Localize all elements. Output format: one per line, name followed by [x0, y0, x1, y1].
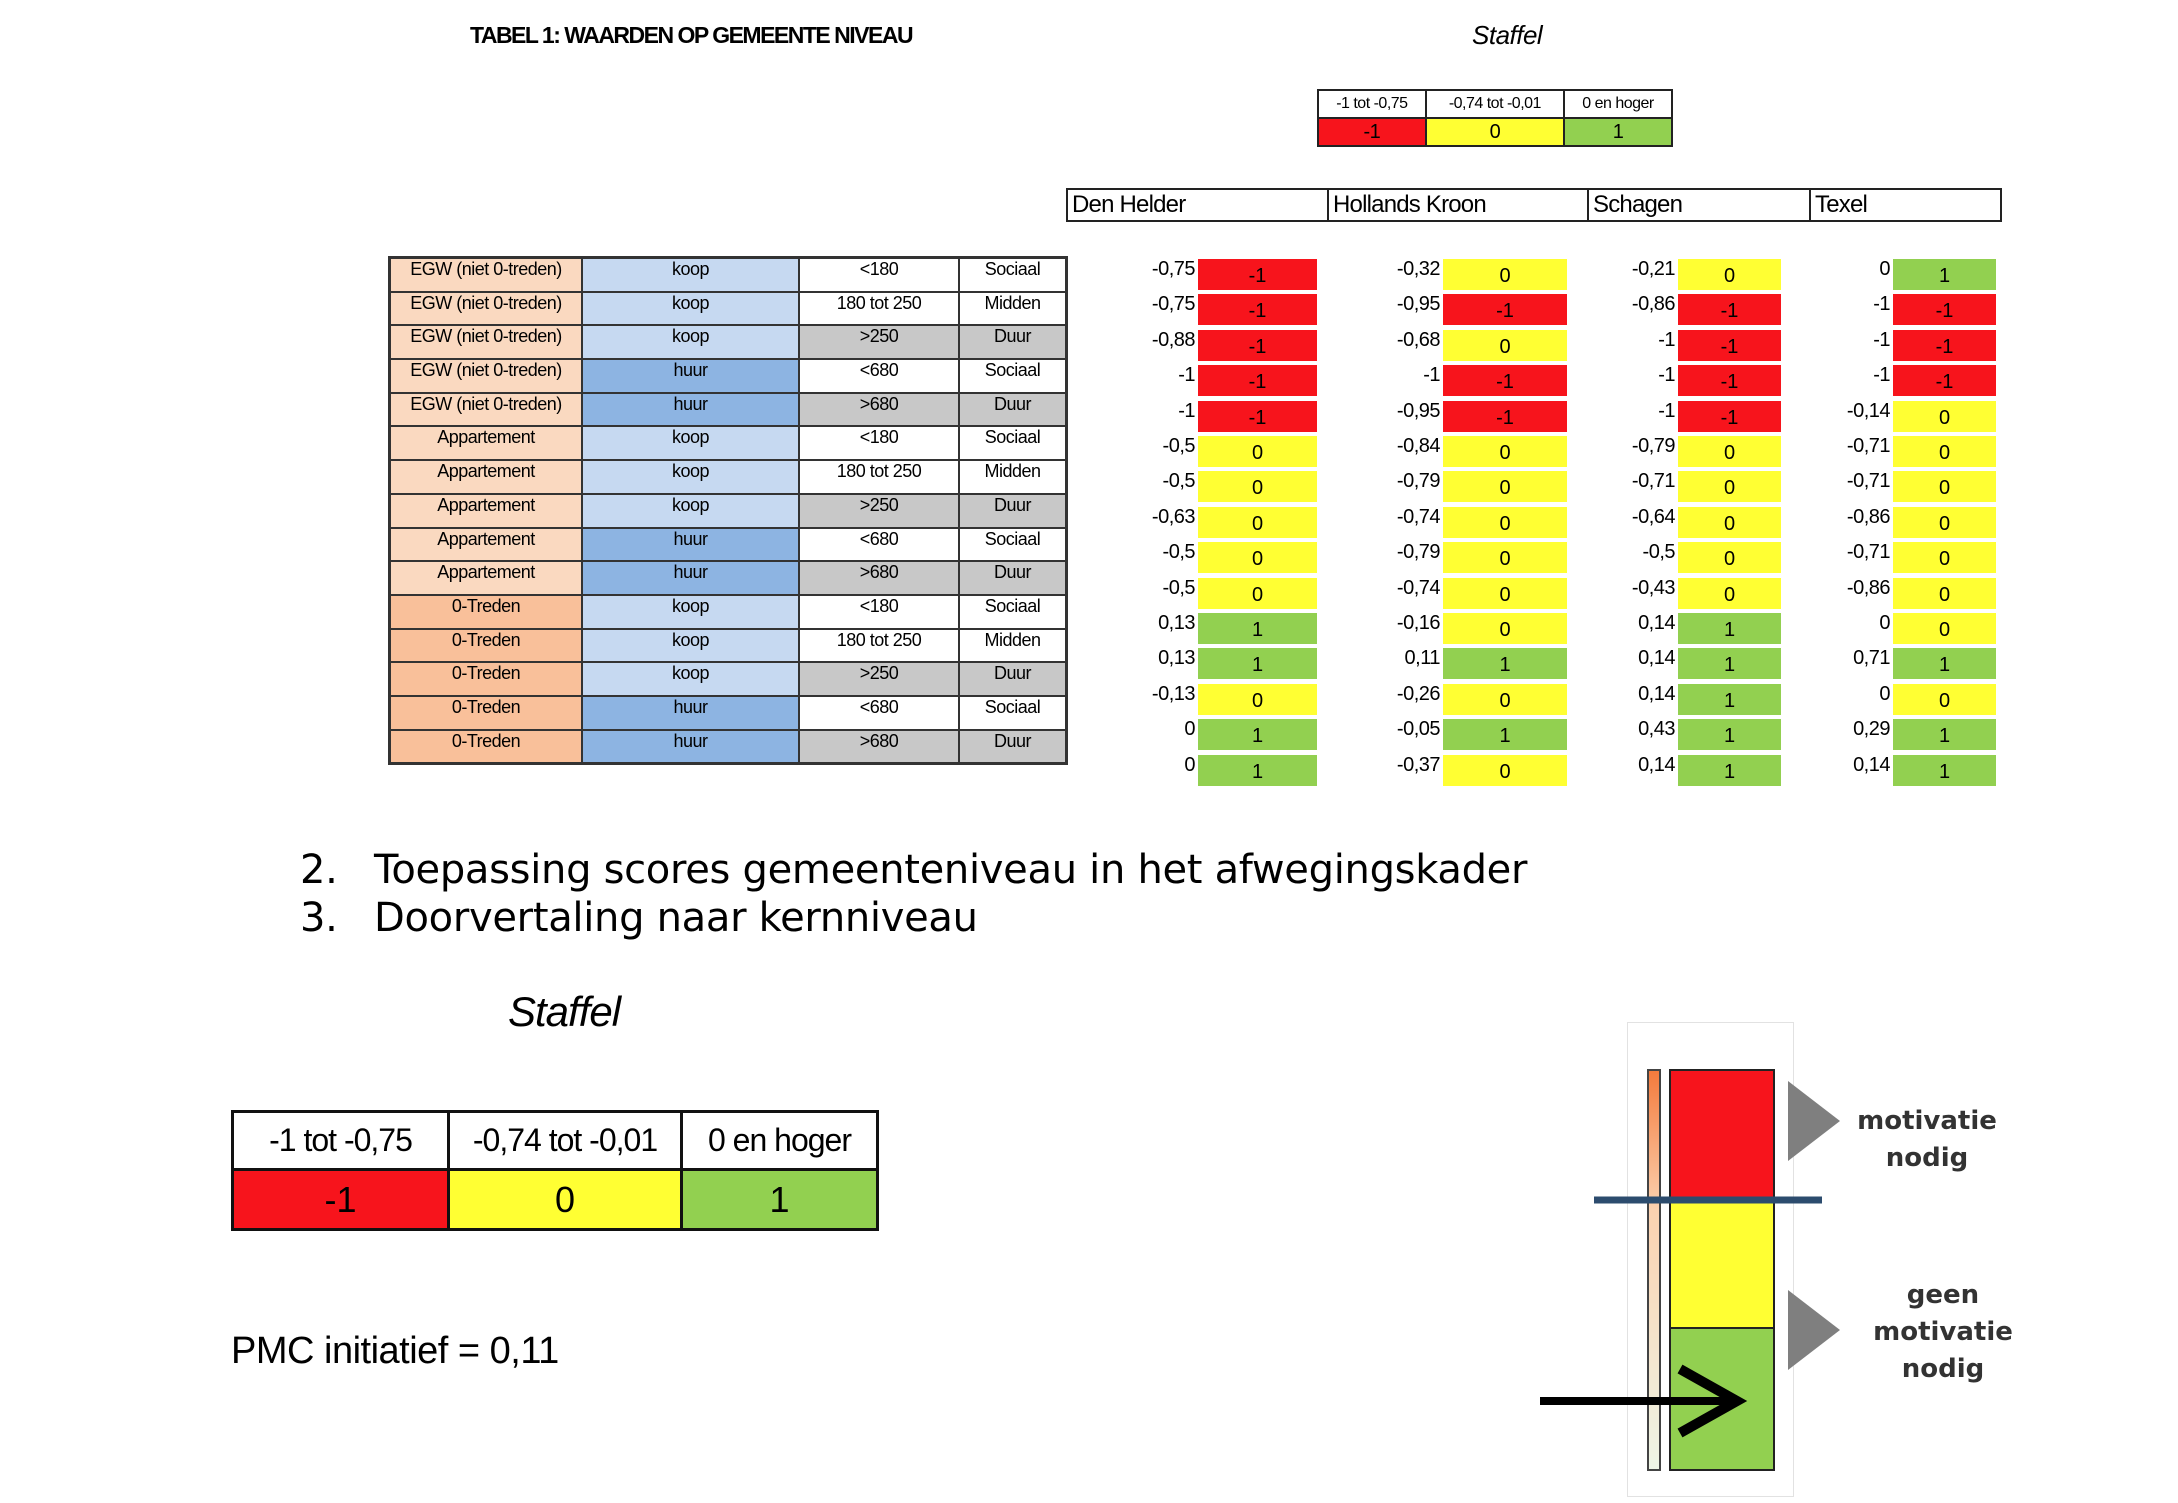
- staffel-range-low: -1 tot -0,75: [233, 1112, 449, 1170]
- score-cell: -1: [1893, 294, 1996, 325]
- ownership-cell: koop: [582, 325, 799, 359]
- list-item: [300, 894, 1527, 942]
- raw-value: -1: [1423, 364, 1440, 387]
- score-cell: 0: [1198, 542, 1317, 573]
- housing-type-cell: 0-Treden: [390, 662, 583, 696]
- score-cell: 0: [1678, 436, 1781, 467]
- segment-cell: Midden: [959, 292, 1067, 326]
- score-cell: 1: [1678, 648, 1781, 679]
- ownership-cell: koop: [582, 629, 799, 663]
- staffel-range-high: 0 en hoger: [1564, 90, 1672, 118]
- raw-value: -1: [1873, 328, 1890, 351]
- score-cell: 1: [1198, 613, 1317, 644]
- score-cell: 0: [1443, 755, 1567, 786]
- score-cell: -1: [1198, 330, 1317, 361]
- score-cell: 1: [1893, 648, 1996, 679]
- score-cell: -1: [1678, 365, 1781, 396]
- score-cell: 1: [1678, 684, 1781, 715]
- raw-value: 0,11: [1404, 647, 1440, 670]
- raw-value: -0,37: [1396, 753, 1440, 776]
- ownership-cell: koop: [582, 595, 799, 629]
- housing-type-cell: 0-Treden: [390, 730, 583, 764]
- segment-cell: Midden: [959, 629, 1067, 663]
- ownership-cell: koop: [582, 426, 799, 460]
- label-line: nodig: [1885, 1143, 1969, 1173]
- score-cell: 0: [1678, 542, 1781, 573]
- score-cell: 1: [1443, 719, 1567, 750]
- score-cell: 0: [1893, 578, 1996, 609]
- housing-type-cell: 0-Treden: [390, 595, 583, 629]
- score-cell: 0: [1893, 542, 1996, 573]
- staffel-range-mid: -0,74 tot -0,01: [449, 1112, 682, 1170]
- score-cell: 0: [1443, 613, 1567, 644]
- raw-value: -1: [1658, 328, 1675, 351]
- price-range-cell: 180 tot 250: [799, 292, 959, 326]
- raw-value: 0,14: [1638, 647, 1675, 670]
- score-cell: -1: [1893, 330, 1996, 361]
- raw-value: 0: [1879, 258, 1890, 280]
- score-cell: 0: [1443, 436, 1567, 467]
- staffel-range-high: 0 en hoger: [682, 1112, 878, 1170]
- price-range-cell: >250: [799, 494, 959, 528]
- staffel-score-mid: 0: [1426, 118, 1564, 146]
- raw-value: -0,71: [1631, 470, 1675, 493]
- raw-value: 0: [1184, 753, 1195, 776]
- housing-type-cell: EGW (niet 0-treden): [390, 325, 583, 359]
- label-no-motivation-needed: [1858, 1277, 2028, 1388]
- segment-cell: Duur: [959, 494, 1067, 528]
- score-cell: -1: [1198, 401, 1317, 432]
- segment-cell: Duur: [959, 561, 1067, 595]
- raw-value: 0,43: [1638, 718, 1675, 741]
- housing-type-cell: EGW (niet 0-treden): [390, 359, 583, 393]
- gauge-red-zone: [1670, 1070, 1774, 1202]
- ownership-cell: huur: [582, 393, 799, 427]
- raw-value: -0,71: [1846, 541, 1890, 564]
- segment-cell: Sociaal: [959, 258, 1067, 292]
- label-line: nodig: [1901, 1354, 1985, 1384]
- score-cell: 1: [1893, 719, 1996, 750]
- raw-value: -0,05: [1396, 718, 1440, 741]
- score-cell: 0: [1443, 542, 1567, 573]
- ownership-cell: huur: [582, 561, 799, 595]
- score-cell: 1: [1443, 648, 1567, 679]
- raw-value: 0,14: [1638, 612, 1675, 634]
- housing-type-cell: Appartement: [390, 561, 583, 595]
- segment-cell: Sociaal: [959, 426, 1067, 460]
- price-range-cell: <180: [799, 258, 959, 292]
- raw-value: 0: [1879, 612, 1890, 634]
- score-cell: -1: [1678, 294, 1781, 325]
- score-cell: -1: [1893, 365, 1996, 396]
- segment-cell: Duur: [959, 730, 1067, 764]
- raw-value: -0,5: [1162, 576, 1195, 599]
- raw-value: -0,95: [1396, 293, 1440, 316]
- raw-value: -0,16: [1396, 612, 1440, 634]
- housing-type-cell: Appartement: [390, 494, 583, 528]
- gradient-bar: [1648, 1070, 1660, 1470]
- segment-cell: Sociaal: [959, 359, 1067, 393]
- price-range-cell: <680: [799, 696, 959, 730]
- raw-value: 0,14: [1638, 682, 1675, 705]
- price-range-cell: <180: [799, 595, 959, 629]
- segment-cell: Duur: [959, 662, 1067, 696]
- score-cell: 0: [1678, 507, 1781, 538]
- score-cell: 1: [1198, 755, 1317, 786]
- score-cell: -1: [1198, 294, 1317, 325]
- score-cell: 0: [1198, 578, 1317, 609]
- score-cell: -1: [1443, 365, 1567, 396]
- staffel-range-mid: -0,74 tot -0,01: [1426, 90, 1564, 118]
- raw-value: -0,5: [1162, 435, 1195, 457]
- raw-value: -0,86: [1846, 505, 1890, 528]
- ownership-cell: huur: [582, 730, 799, 764]
- raw-value: 0,14: [1638, 753, 1675, 776]
- raw-value: 0,71: [1853, 647, 1890, 670]
- price-range-cell: >250: [799, 662, 959, 696]
- raw-value: 0,13: [1158, 647, 1195, 670]
- municipality-hollands-kroon: Hollands Kroon: [1328, 189, 1588, 221]
- score-cell: 0: [1893, 507, 1996, 538]
- ownership-cell: koop: [582, 494, 799, 528]
- raw-value: -0,64: [1631, 505, 1675, 528]
- housing-type-cell: EGW (niet 0-treden): [390, 258, 583, 292]
- ownership-cell: koop: [582, 662, 799, 696]
- list-text: Toepassing scores gemeenteniveau in het afwegingskader: [374, 847, 1528, 893]
- raw-value: -1: [1873, 364, 1890, 387]
- segment-cell: Duur: [959, 325, 1067, 359]
- raw-value: -0,5: [1162, 470, 1195, 493]
- staffel-score-high: 1: [1564, 118, 1672, 146]
- score-cell: 0: [1893, 613, 1996, 644]
- staffel-score-mid: 0: [449, 1170, 682, 1230]
- raw-value: -0,74: [1396, 505, 1440, 528]
- score-cell: 0: [1678, 471, 1781, 502]
- score-cell: 1: [1678, 755, 1781, 786]
- score-cell: 0: [1443, 507, 1567, 538]
- housing-type-cell: EGW (niet 0-treden): [390, 292, 583, 326]
- raw-value: -0,95: [1396, 399, 1440, 422]
- raw-value: 0,14: [1853, 753, 1890, 776]
- score-cell: -1: [1678, 401, 1781, 432]
- score-cell: 0: [1443, 471, 1567, 502]
- housing-type-cell: Appartement: [390, 426, 583, 460]
- score-cell: 0: [1893, 471, 1996, 502]
- ownership-cell: koop: [582, 460, 799, 494]
- numbered-list: [300, 846, 1527, 942]
- score-cell: 1: [1893, 755, 1996, 786]
- ownership-cell: huur: [582, 359, 799, 393]
- score-cell: 0: [1893, 401, 1996, 432]
- raw-value: -0,75: [1151, 258, 1195, 280]
- table-title: TABEL 1: WAARDEN OP GEMEENTE NIVEAU: [470, 22, 913, 48]
- staffel-score-low: -1: [233, 1170, 449, 1230]
- staffel-score-low: -1: [1318, 118, 1426, 146]
- ownership-cell: koop: [582, 292, 799, 326]
- list-item: [300, 846, 1527, 894]
- score-cell: 0: [1893, 436, 1996, 467]
- price-range-cell: >250: [799, 325, 959, 359]
- raw-value: -0,43: [1631, 576, 1675, 599]
- score-cell: 1: [1678, 719, 1781, 750]
- raw-value: -0,74: [1396, 576, 1440, 599]
- score-cell: 0: [1443, 330, 1567, 361]
- raw-value: -0,63: [1151, 505, 1195, 528]
- ownership-cell: huur: [582, 696, 799, 730]
- municipality-schagen: Schagen: [1588, 189, 1810, 221]
- housing-type-cell: Appartement: [390, 460, 583, 494]
- score-cell: 0: [1198, 684, 1317, 715]
- score-cell: 1: [1198, 719, 1317, 750]
- score-cell: -1: [1443, 401, 1567, 432]
- municipality-texel: Texel: [1810, 189, 2001, 221]
- raw-value: -0,86: [1846, 576, 1890, 599]
- label-line: geen: [1906, 1280, 1980, 1310]
- score-cell: 1: [1678, 613, 1781, 644]
- staffel-score-high: 1: [682, 1170, 878, 1230]
- label-motivation-needed: [1842, 1103, 2012, 1177]
- housing-type-cell: Appartement: [390, 528, 583, 562]
- raw-value: 0: [1879, 682, 1890, 705]
- ownership-cell: koop: [582, 258, 799, 292]
- raw-value: -0,68: [1396, 328, 1440, 351]
- raw-value: -0,75: [1151, 293, 1195, 316]
- raw-value: -0,5: [1642, 541, 1675, 564]
- raw-value: -0,79: [1396, 470, 1440, 493]
- label-line: motivatie: [1873, 1317, 2013, 1347]
- segment-cell: Sociaal: [959, 595, 1067, 629]
- list-number: 2.: [300, 847, 338, 893]
- raw-value: -1: [1873, 293, 1890, 316]
- score-cell: -1: [1678, 330, 1781, 361]
- score-cell: 1: [1893, 259, 1996, 290]
- score-cell: 0: [1198, 471, 1317, 502]
- score-cell: 0: [1443, 259, 1567, 290]
- score-cell: 0: [1198, 507, 1317, 538]
- price-range-cell: <180: [799, 426, 959, 460]
- municipality-den-helder: Den Helder: [1067, 189, 1328, 221]
- raw-value: -0,88: [1151, 328, 1195, 351]
- staffel-range-low: -1 tot -0,75: [1318, 90, 1426, 118]
- housing-type-cell: 0-Treden: [390, 696, 583, 730]
- raw-value: 0,29: [1853, 718, 1890, 741]
- raw-value: -0,86: [1631, 293, 1675, 316]
- raw-value: -0,79: [1631, 435, 1675, 457]
- score-cell: 0: [1678, 259, 1781, 290]
- segment-cell: Sociaal: [959, 696, 1067, 730]
- score-cell: 0: [1678, 578, 1781, 609]
- raw-value: -0,71: [1846, 435, 1890, 457]
- raw-value: -1: [1658, 364, 1675, 387]
- pointer-triangle-upper: [1788, 1081, 1840, 1161]
- raw-value: -0,21: [1631, 258, 1675, 280]
- price-range-cell: >680: [799, 393, 959, 427]
- label-line: motivatie: [1857, 1106, 1997, 1136]
- housing-type-cell: EGW (niet 0-treden): [390, 393, 583, 427]
- raw-value: 0,13: [1158, 612, 1195, 634]
- raw-value: -1: [1178, 399, 1195, 422]
- raw-value: -0,26: [1396, 682, 1440, 705]
- list-number: 3.: [300, 895, 338, 941]
- price-range-cell: 180 tot 250: [799, 460, 959, 494]
- raw-value: -0,13: [1151, 682, 1195, 705]
- score-cell: 1: [1198, 648, 1317, 679]
- raw-value: -0,5: [1162, 541, 1195, 564]
- raw-value: 0: [1184, 718, 1195, 741]
- list-text: Doorvertaling naar kernniveau: [374, 895, 978, 941]
- raw-value: -1: [1658, 399, 1675, 422]
- ownership-cell: huur: [582, 528, 799, 562]
- staffel-heading: Staffel: [508, 988, 621, 1035]
- score-cell: 0: [1198, 436, 1317, 467]
- staffel-heading-top: Staffel: [1472, 20, 1543, 50]
- score-cell: 0: [1443, 578, 1567, 609]
- pmc-initiative-value: PMC initiatief = 0,11: [231, 1330, 559, 1372]
- price-range-cell: <680: [799, 528, 959, 562]
- score-cell: 0: [1893, 684, 1996, 715]
- score-cell: -1: [1198, 365, 1317, 396]
- raw-value: -0,14: [1846, 399, 1890, 422]
- pointer-triangle-lower: [1788, 1290, 1840, 1370]
- raw-value: -0,79: [1396, 541, 1440, 564]
- price-range-cell: 180 tot 250: [799, 629, 959, 663]
- raw-value: -1: [1178, 364, 1195, 387]
- raw-value: -0,32: [1396, 258, 1440, 280]
- price-range-cell: >680: [799, 730, 959, 764]
- segment-cell: Duur: [959, 393, 1067, 427]
- segment-cell: Midden: [959, 460, 1067, 494]
- score-cell: 0: [1443, 684, 1567, 715]
- score-cell: -1: [1443, 294, 1567, 325]
- raw-value: -0,71: [1846, 470, 1890, 493]
- price-range-cell: <680: [799, 359, 959, 393]
- housing-type-cell: 0-Treden: [390, 629, 583, 663]
- segment-cell: Sociaal: [959, 528, 1067, 562]
- score-cell: -1: [1198, 259, 1317, 290]
- price-range-cell: >680: [799, 561, 959, 595]
- raw-value: -0,84: [1396, 435, 1440, 457]
- staffel-legend-large: [231, 1110, 879, 1231]
- gauge-yellow-zone: [1670, 1202, 1774, 1328]
